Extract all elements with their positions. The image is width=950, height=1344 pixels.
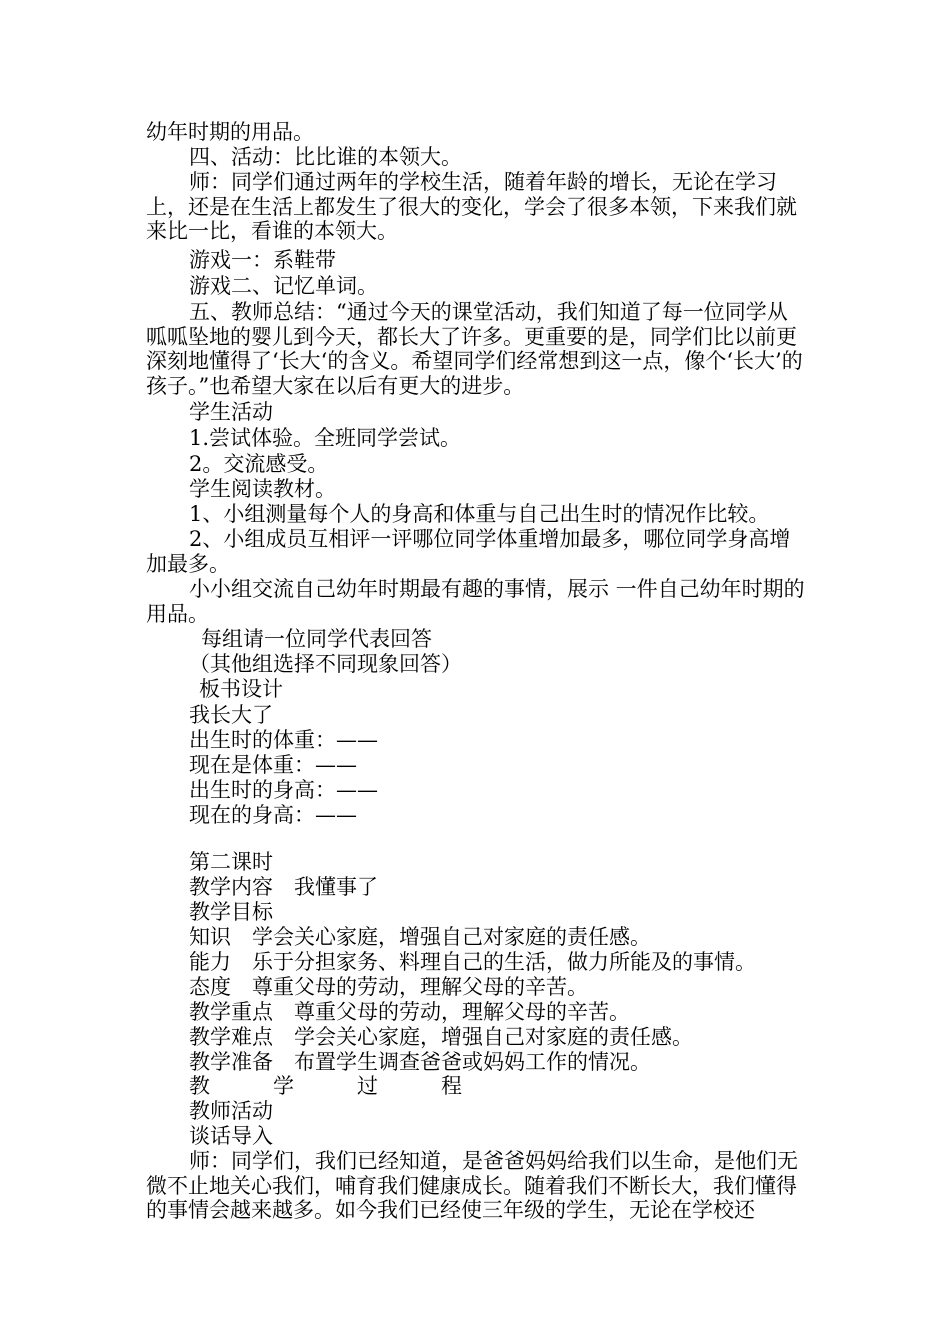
text-line: 态度 尊重父母的劳动，理解父母的辛苦。: [189, 975, 588, 999]
text-line: 2。交流感受。: [189, 452, 329, 476]
text-line: （其他组选择不同现象回答）: [189, 652, 462, 676]
paragraph: 师：同学们，我们已经知道，是爸爸妈妈给我们以生命，是他们无微不止地关心我们，哺育我们健康成长。随着我们不断长大，我们懂得的事情会越来越多。如今我们已经使三年级的学生，无论在学校还: [146, 1149, 798, 1223]
text-line: 教 学 过 程: [189, 1074, 462, 1098]
text-line: 游戏一：系鞋带: [189, 248, 336, 272]
text-line: 谈话导入: [189, 1124, 273, 1148]
text-line: 我长大了: [189, 703, 273, 727]
text-line: 1.尝试体验。全班同学尝试。: [189, 426, 462, 450]
text-line: 幼年时期的用品。: [146, 120, 314, 144]
text-line: 知识 学会关心家庭，增强自己对家庭的责任感。: [189, 925, 651, 949]
paragraph: 师：同学们通过两年的学校生活，随着年龄的增长，无论在学习上，还是在生活上都发生了很大的变化，学会了很多本领，下来我们就来比一比，看谁的本领大。: [146, 170, 797, 244]
text-line: 学生活动: [189, 400, 273, 424]
text-line: 现在是体重：——: [189, 753, 357, 777]
text-line: 能力 乐于分担家务、料理自己的生活，做力所能及的事情。: [189, 950, 756, 974]
text-line: 学生阅读教材。: [189, 477, 336, 501]
text-line: 教师活动: [189, 1099, 273, 1123]
text-line: 出生时的体重：——: [189, 728, 378, 752]
text-line: 出生时的身高：——: [189, 778, 378, 802]
text-line: 现在的身高：——: [189, 803, 357, 827]
text-line: 板书设计: [199, 677, 283, 701]
text-line: 每组请一位同学代表回答: [201, 627, 432, 651]
text-line: 游戏二、记忆单词。: [189, 274, 378, 298]
text-line: 教学目标: [189, 900, 273, 924]
paragraph: 2、小组成员互相评一评哪位同学体重增加最多，哪位同学身高增加最多。: [146, 527, 791, 576]
paragraph: 小小组交流自己幼年时期最有趣的事情，展示 一件自己幼年时期的用品。: [146, 577, 805, 626]
text-line: 教学重点 尊重父母的劳动，理解父母的辛苦。: [189, 1000, 630, 1024]
paragraph: 五、教师总结：“通过今天的课堂活动，我们知道了每一位同学从呱呱坠地的婴儿到今天，都长大了许多。更重要的是，同学们比以前更深刻地懂得了‘长大‘的含义。希望同学们经常想到这一点，像个‘长大’的孩子。”也希望大家在以后有更大的进步。: [146, 300, 803, 398]
lesson-heading: 第二课时: [189, 850, 273, 874]
text-line: 教学准备 布置学生调查爸爸或妈妈工作的情况。: [189, 1050, 651, 1074]
text-line: 1、小组测量每个人的身高和体重与自己出生时的情况作比较。: [189, 502, 770, 526]
section-heading-4: 四、活动：比比谁的本领大。: [189, 145, 462, 169]
text-line: 教学难点 学会关心家庭，增强自己对家庭的责任感。: [189, 1025, 693, 1049]
text-line: 教学内容 我懂事了: [189, 875, 378, 899]
